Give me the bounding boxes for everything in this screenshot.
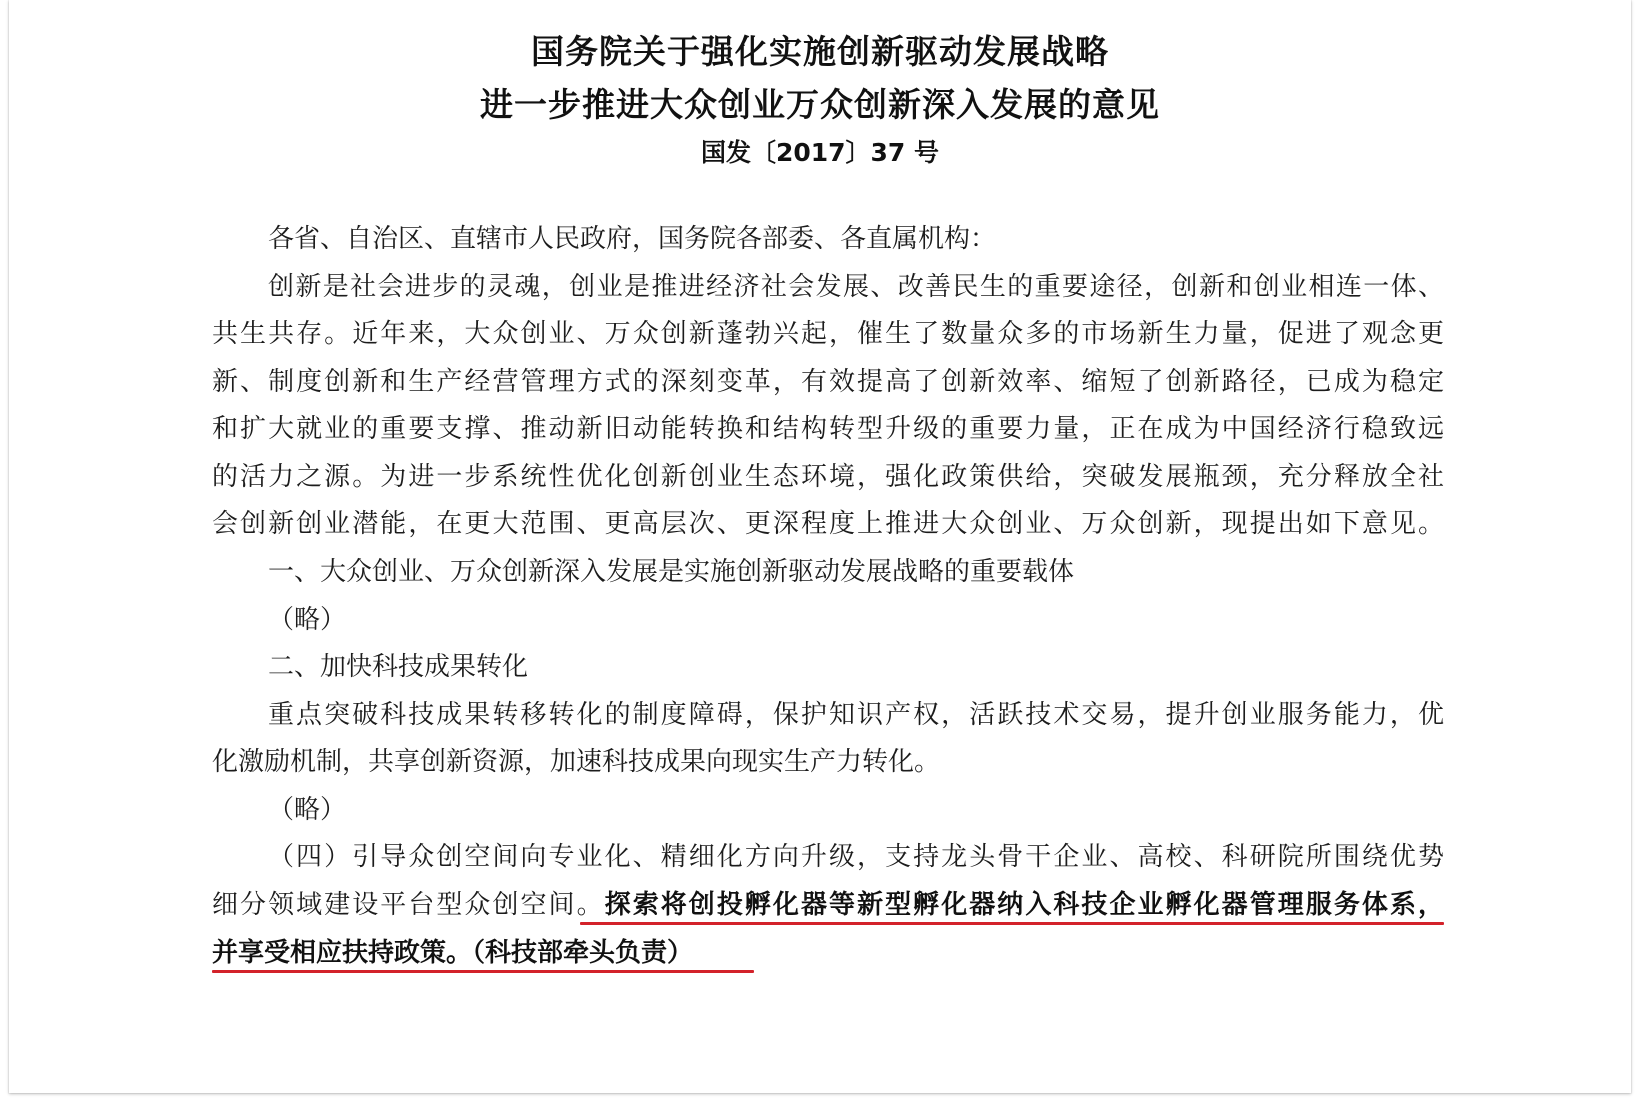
item-4-line-3 bbox=[212, 936, 693, 970]
salutation: 各省、自治区、直辖市人民政府，国务院各部委、各直属机构： bbox=[268, 224, 997, 254]
item-4-plain-text: 细分领域建设平台型众创空间。 bbox=[212, 890, 605, 920]
omitted-marker: （略） bbox=[268, 795, 347, 825]
intro-line: 的活力之源。为进一步系统性优化创新创业生态环境，强化政策供给，突破发展瓶颈，充分释放全社 bbox=[212, 462, 1444, 492]
highlighted-text: 并享受相应扶持政策。（科技部牵头负责） bbox=[212, 938, 694, 968]
section-2-line: 化激励机制，共享创新资源，加速科技成果向现实生产力转化。 bbox=[212, 747, 941, 777]
highlighted-text: 探索将创投孵化器等新型孵化器纳入科技企业孵化器管理服务体系， bbox=[604, 890, 1444, 920]
section-1-heading: 一、大众创业、万众创新深入发展是实施创新驱动发展战略的重要载体 bbox=[268, 557, 1075, 587]
intro-line: 创新是社会进步的灵魂，创业是推进经济社会发展、改善民生的重要途径，创新和创业相连一体、 bbox=[268, 272, 1444, 302]
intro-line: 共生共存。近年来，大众创业、万众创新蓬勃兴起，催生了数量众多的市场新生力量，促进了观念更 bbox=[212, 319, 1444, 349]
intro-line: 和扩大就业的重要支撑、推动新旧动能转换和结构转型升级的重要力量，正在成为中国经济行稳致远 bbox=[212, 414, 1444, 444]
item-4-line-2 bbox=[212, 888, 1444, 922]
red-underline bbox=[212, 970, 754, 973]
document-title-line-1: 国务院关于强化实施创新驱动发展战略 bbox=[531, 32, 1109, 71]
item-4-line: （四）引导众创空间向专业化、精细化方向升级，支持龙头骨干企业、高校、科研院所围绕优势 bbox=[268, 842, 1444, 872]
red-underline bbox=[580, 922, 1444, 925]
document-title-line-2: 进一步推进大众创业万众创新深入发展的意见 bbox=[480, 85, 1160, 124]
document-number: 国发〔2017〕37 号 bbox=[700, 138, 940, 167]
intro-line: 会创新创业潜能，在更大范围、更高层次、更深程度上推进大众创业、万众创新，现提出如下意见。 bbox=[212, 509, 1444, 539]
section-2-heading: 二、加快科技成果转化 bbox=[268, 652, 529, 682]
section-2-line: 重点突破科技成果转移转化的制度障碍，保护知识产权，活跃技术交易，提升创业服务能力，优 bbox=[268, 700, 1444, 730]
omitted-marker: （略） bbox=[268, 605, 347, 635]
intro-line: 新、制度创新和生产经营管理方式的深刻变革，有效提高了创新效率、缩短了创新路径，已成为稳定 bbox=[212, 367, 1444, 397]
